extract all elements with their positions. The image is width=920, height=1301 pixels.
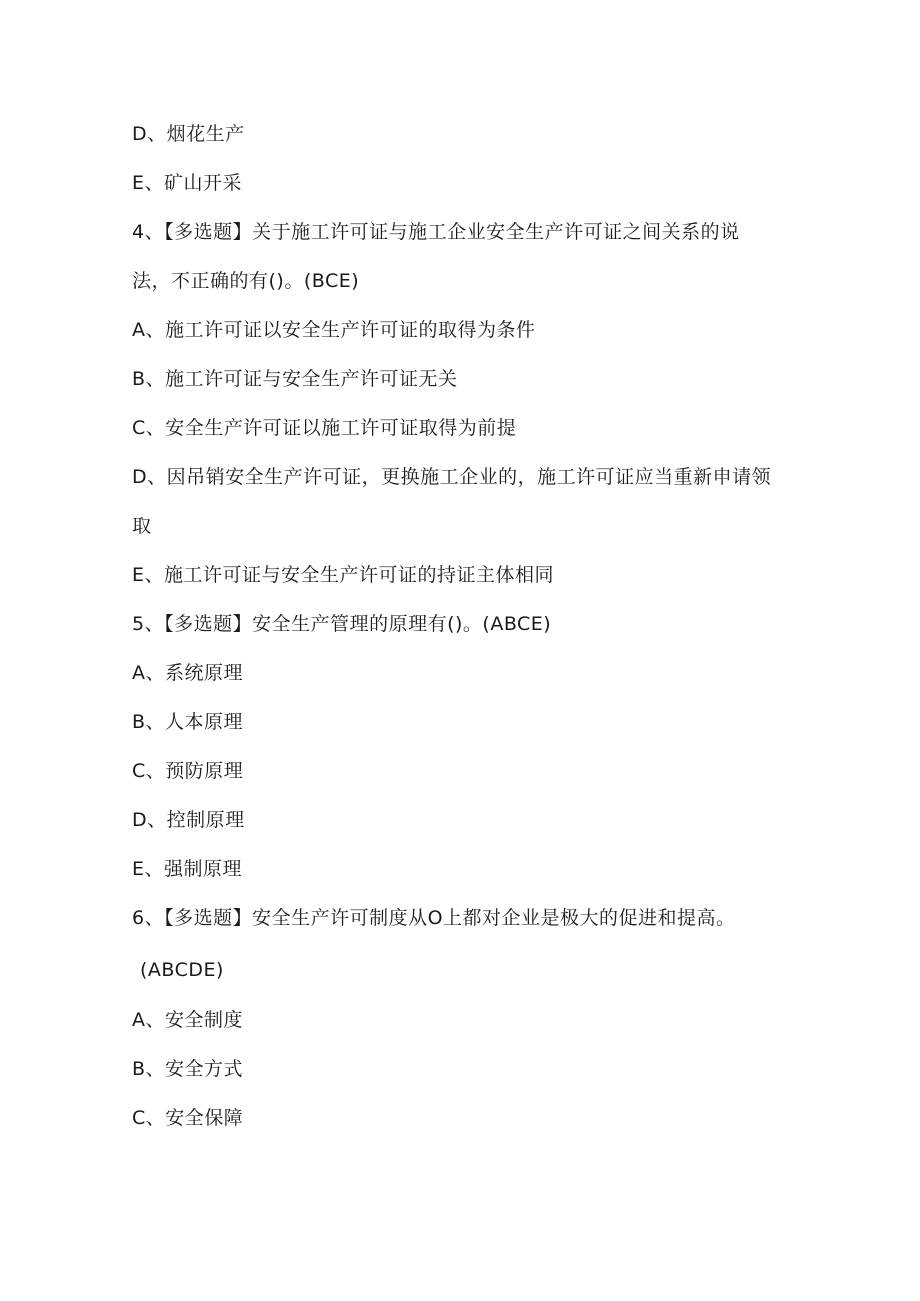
option-6c: C、安全保障 bbox=[132, 1107, 244, 1129]
question-6-line-1: 6、【多选题】安全生产许可制度从O上都对企业是极大的促进和提高。 bbox=[132, 907, 736, 929]
question-4-line-1: 4、【多选题】关于施工许可证与施工企业安全生产许可证之间关系的说 bbox=[132, 221, 740, 243]
option-3e: E、矿山开采 bbox=[132, 172, 243, 194]
question-5: 5、【多选题】安全生产管理的原理有()。(ABCE) bbox=[132, 613, 552, 635]
option-5a: A、系统原理 bbox=[132, 662, 243, 684]
option-5c: C、预防原理 bbox=[132, 760, 244, 782]
option-4d-line-1: D、因吊销安全生产许可证，更换施工企业的，施工许可证应当重新申请领 bbox=[132, 466, 772, 488]
option-4a: A、施工许可证以安全生产许可证的取得为条件 bbox=[132, 319, 536, 341]
option-4b: B、施工许可证与安全生产许可证无关 bbox=[132, 368, 458, 390]
option-6a: A、安全制度 bbox=[132, 1009, 243, 1031]
question-4-line-2: 法，不正确的有()。(BCE) bbox=[132, 270, 360, 292]
option-5d: D、控制原理 bbox=[132, 809, 245, 831]
option-6b: B、安全方式 bbox=[132, 1058, 244, 1080]
option-4c: C、安全生产许可证以施工许可证取得为前提 bbox=[132, 417, 517, 439]
option-3d: D、烟花生产 bbox=[132, 123, 245, 145]
option-4e: E、施工许可证与安全生产许可证的持证主体相同 bbox=[132, 564, 555, 586]
question-6-answer: (ABCDE) bbox=[140, 959, 224, 981]
option-4d-line-2: 取 bbox=[132, 515, 152, 537]
option-5e: E、强制原理 bbox=[132, 858, 243, 880]
option-5b: B、人本原理 bbox=[132, 711, 244, 733]
